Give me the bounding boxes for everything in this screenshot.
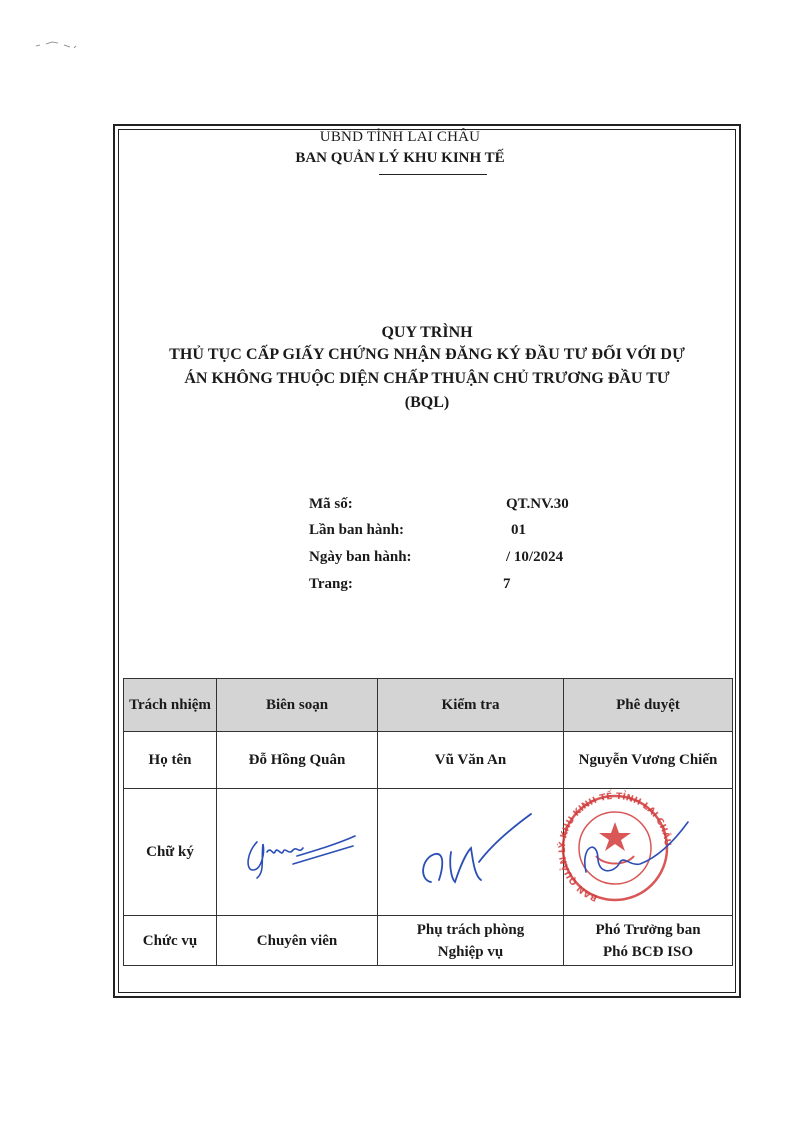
document-subtitle-line2: ÁN KHÔNG THUỘC DIỆN CHẤP THUẬN CHỦ TRƯƠNG ĐẦU TƯ (184, 370, 670, 387)
signature-checked-image (391, 802, 551, 902)
name-row-label: Họ tên (124, 732, 217, 789)
position-row-label: Chức vụ (124, 916, 217, 966)
header-checked-by: Kiểm tra (378, 679, 564, 732)
name-prepared: Đỗ Hồng Quân (217, 732, 378, 789)
table-header-row (124, 679, 733, 732)
signature-prepared (217, 789, 378, 916)
position-approved-line1: Phó Trưởng ban (595, 921, 701, 938)
position-prepared-line1: Chuyên viên (256, 932, 338, 949)
agency-parent-name: UBND TỈNH LAI CHÂU (319, 129, 481, 145)
document-subtitle-line1: THỦ TỤC CẤP GIẤY CHỨNG NHẬN ĐĂNG KÝ ĐẦU TƯ ĐỐI VỚI DỰ (169, 346, 685, 363)
header-underline (379, 174, 487, 175)
name-row (124, 732, 733, 789)
official-seal-stamp (540, 786, 690, 904)
meta-pages-value: 7 (503, 576, 511, 592)
header-approved-by: Phê duyệt (564, 679, 733, 732)
signature-row-label: Chữ ký (124, 789, 217, 916)
position-approved (564, 916, 733, 966)
position-row (124, 916, 733, 966)
position-prepared (217, 916, 378, 966)
meta-date-label: Ngày ban hành: (309, 549, 412, 565)
meta-code-label: Mã số: (309, 496, 353, 512)
position-checked-line2: Nghiệp vụ (437, 943, 504, 960)
document-subtitle-line3: (BQL) (404, 394, 450, 411)
name-approved: Nguyễn Vương Chiến (564, 732, 733, 789)
signature-checked (378, 789, 564, 916)
position-approved-line2: Phó BCĐ ISO (602, 943, 694, 960)
scan-artifact (34, 38, 78, 50)
meta-edition-label: Lần ban hành: (309, 522, 405, 538)
svg-text:BAN QUẢN LÝ KHU KINH TẾ TỈNH L: BAN QUẢN LÝ KHU KINH TẾ TỈNH LAI CHÂU (557, 791, 673, 903)
document-title: QUY TRÌNH (381, 324, 473, 341)
position-checked (378, 916, 564, 966)
position-checked-line1: Phụ trách phòng (416, 921, 525, 938)
meta-pages-label: Trang: (309, 576, 353, 592)
meta-code-value: QT.NV.30 (506, 496, 569, 512)
signature-prepared-image (227, 812, 367, 892)
agency-name: BAN QUẢN LÝ KHU KINH TẾ (295, 150, 505, 166)
header-prepared-by: Biên soạn (217, 679, 378, 732)
meta-date-value: / 10/2024 (506, 549, 564, 565)
header-responsibility: Trách nhiệm (124, 679, 217, 732)
name-checked: Vũ Văn An (378, 732, 564, 789)
meta-edition-value: 01 (511, 522, 526, 538)
